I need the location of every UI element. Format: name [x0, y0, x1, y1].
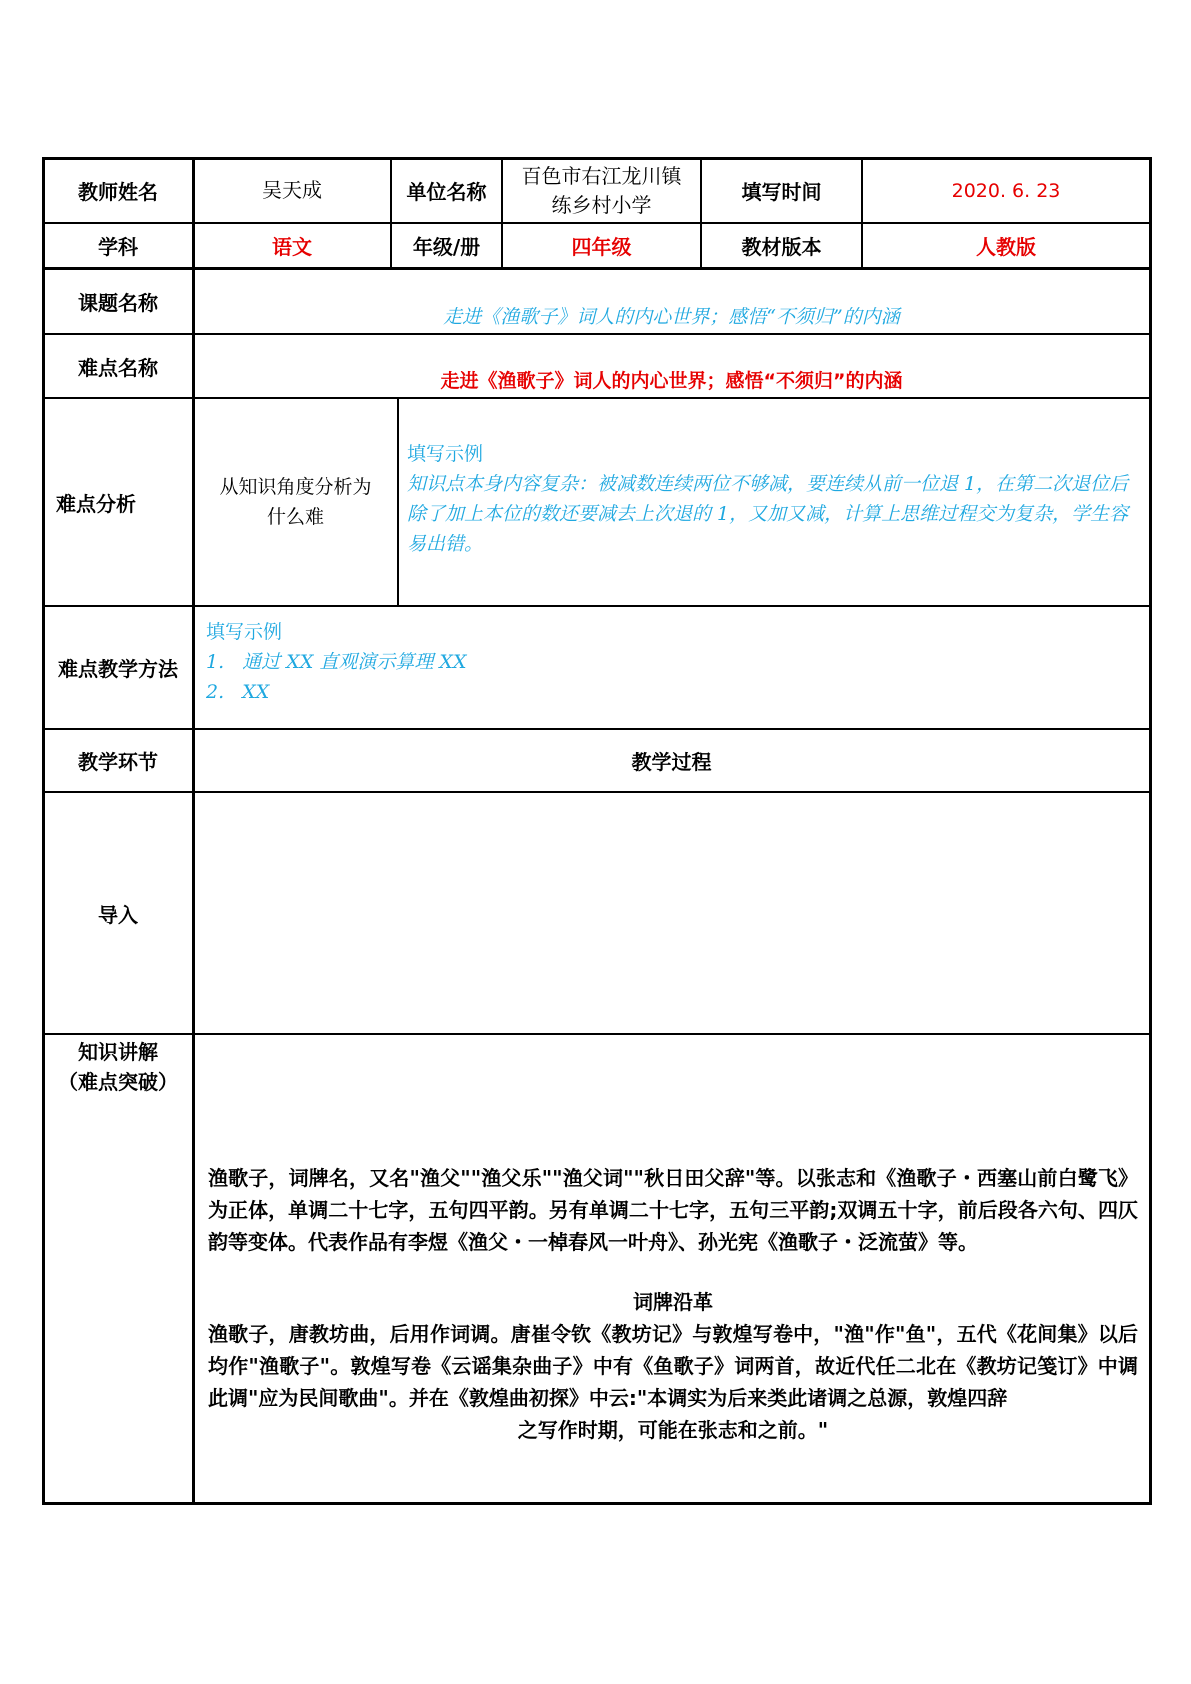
- topic-label: 课题名称: [78, 291, 158, 315]
- analysis-example: [407, 439, 1142, 599]
- teacher-name-value: 吴天成: [262, 178, 322, 202]
- row-divider: [42, 605, 1152, 607]
- teaching-process-label: 教学过程: [631, 750, 712, 774]
- knowledge-angle-label: [194, 399, 397, 605]
- fill-date-value: 2020. 6. 23: [951, 179, 1061, 202]
- subject-label: 学科: [98, 235, 138, 259]
- knowledge-label-line2: （难点突破）: [58, 1070, 178, 1094]
- analysis-example-text: 知识点本身内容复杂：被减数连续两位不够减，要连续从前一位退 1，在第二次退位后除了加上本位的数还要减去上次退的 1，又加又减，计算上思维过程交为复杂，学生容易出错。: [407, 473, 1129, 555]
- method-item: 2. XX: [206, 681, 270, 703]
- knowledge-label: [44, 1037, 192, 1107]
- unit-name-line1: 百色市右江龙川镇: [521, 163, 682, 188]
- knowledge-label-line1: 知识讲解: [78, 1040, 158, 1064]
- row-divider: [42, 267, 1152, 270]
- table-bottom-border: [42, 1502, 1152, 1505]
- intro-content: [194, 793, 1149, 1033]
- knowledge-paragraph-last-line: 之写作时期，可能在张志和之前。": [517, 1418, 829, 1442]
- textbook-edition-value: 人教版: [976, 235, 1036, 259]
- teacher-name-label: 教师姓名: [78, 180, 158, 204]
- knowledge-paragraph: 渔歌子，唐教坊曲，后用作词调。唐崔令钦《教坊记》与敦煌写卷中，"渔"作"鱼"，五代《花间集》以后均作"渔歌子"。敦煌写卷《云谣集杂曲子》中有《鱼歌子》词两首，故近代任二北在《教坊记笺订》中调此调"应为民间歌曲"。并在《敦煌曲初探》中云:"本调实为后来类此诸调之总源，敦煌四辞: [208, 1322, 1138, 1410]
- textbook-edition-label: 教材版本: [741, 235, 822, 259]
- knowledge-angle-line1: 从知识角度分析为: [219, 476, 372, 498]
- intro-label: 导入: [98, 902, 138, 927]
- unit-name-label: 单位名称: [406, 180, 487, 204]
- knowledge-paragraph: 渔歌子，词牌名，又名"渔父""渔父乐""渔父词""秋日田父辞"等。以张志和《渔歌子・西塞山前白鹭飞》为正体，单调二十七字，五句四平韵。另有单调二十七字，五句三平韵;双调五十字，前后段各六句、四仄韵等变体。代表作品有李煜《渔父・一棹春风一叶舟》、孙光宪《渔歌子・泛流萤》等。: [208, 1166, 1138, 1254]
- row-divider: [42, 333, 1152, 335]
- knowledge-content: [208, 1162, 1138, 1462]
- difficulty-name-label: 难点名称: [78, 355, 158, 380]
- grade-value: 四年级: [571, 235, 632, 259]
- teaching-method-label: 难点教学方法: [58, 657, 178, 681]
- row-divider: [42, 1033, 1152, 1035]
- topic-value: 走进《渔歌子》词人的内心世界；感悟“不须归”的内涵: [443, 305, 900, 328]
- unit-name-value: [503, 159, 700, 222]
- difficulty-name-value: 走进《渔歌子》词人的内心世界；感悟“不须归”的内涵: [440, 370, 903, 392]
- analysis-divider: [397, 398, 399, 605]
- teaching-method-example: [206, 617, 1136, 725]
- analysis-example-title: 填写示例: [407, 443, 484, 465]
- grade-label: 年级/册: [412, 235, 481, 259]
- method-example-title: 填写示例: [206, 621, 283, 643]
- table-right-border: [1149, 157, 1152, 1505]
- knowledge-angle-line2: 什么难: [266, 506, 324, 528]
- lesson-plan-table: [42, 157, 1152, 1505]
- fill-date-label: 填写时间: [741, 180, 822, 204]
- unit-name-line2: 练乡村小学: [551, 192, 652, 217]
- difficulty-analysis-label: 难点分析: [56, 491, 136, 516]
- knowledge-subheading: 词牌沿革: [633, 1290, 713, 1314]
- method-item: 1. 通过 XX 直观演示算理 XX: [206, 651, 467, 673]
- teaching-stage-label: 教学环节: [78, 750, 158, 774]
- subject-value: 语文: [272, 235, 312, 259]
